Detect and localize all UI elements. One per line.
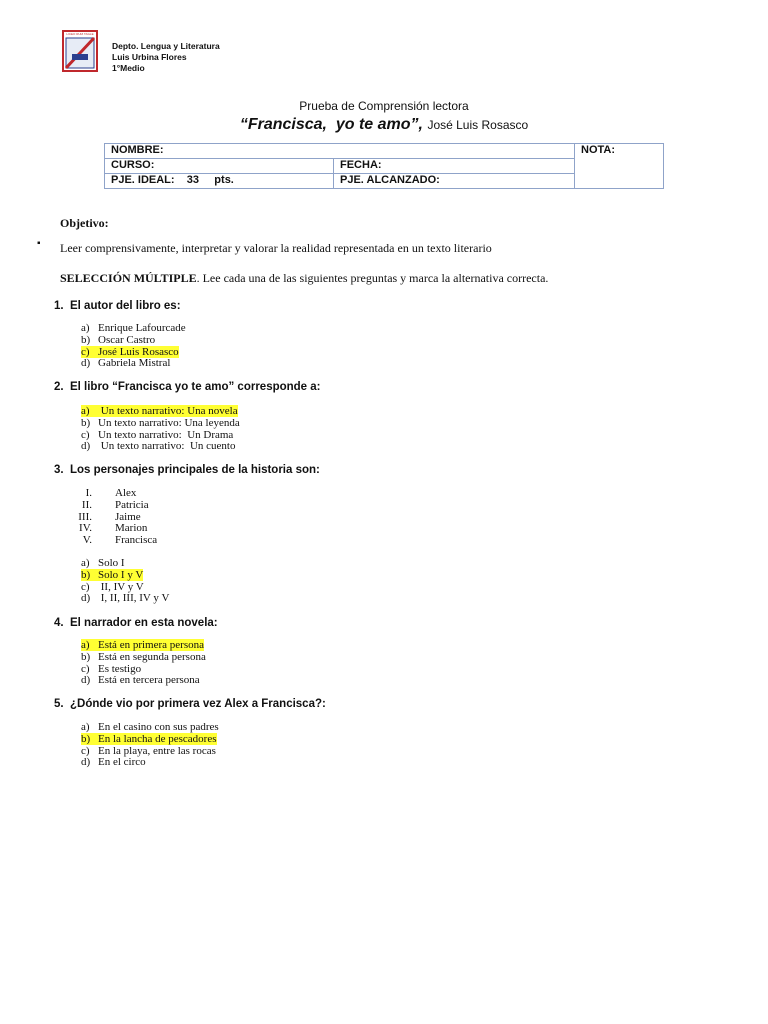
question-number: 4.	[54, 617, 64, 629]
logo-emblem-icon	[64, 36, 96, 70]
school-logo	[62, 30, 98, 72]
question-3	[54, 464, 320, 476]
question-number: 1.	[54, 300, 64, 312]
teacher-name: Luis Urbina Flores	[112, 52, 187, 62]
question-4	[54, 617, 218, 629]
pje-ideal-field: PJE. IDEAL: 33 pts.	[105, 174, 334, 189]
option-b[interactable]: b) Oscar Castro	[81, 333, 156, 346]
option-d[interactable]: d) Un texto narrativo: Un cuento	[81, 440, 236, 453]
dept-name: Depto. Lengua y Literatura	[112, 41, 220, 51]
option-d[interactable]: d) En el circo	[81, 756, 146, 769]
option-b-highlighted[interactable]: b) Solo I y V	[81, 568, 144, 581]
option-c-highlighted[interactable]: c) José Luis Rosasco	[81, 345, 179, 358]
book-heading	[0, 116, 768, 134]
option-d[interactable]: d) Gabriela Mistral	[81, 357, 171, 370]
curso-field[interactable]: CURSO:	[105, 159, 334, 174]
question-1	[54, 300, 181, 312]
objetivo-label: Objetivo:	[60, 216, 109, 230]
fecha-field[interactable]: FECHA:	[334, 159, 575, 174]
pje-alcanzado-field[interactable]: PJE. ALCANZADO:	[334, 174, 575, 189]
question-1-options	[81, 323, 186, 370]
option-c[interactable]: c) Es testigo	[81, 662, 142, 675]
option-b[interactable]: b) Está en segunda persona	[81, 650, 206, 663]
question-text: El narrador en esta novela:	[69, 617, 218, 629]
question-text: Los personajes principales de la historia son:	[69, 464, 320, 476]
character-item: V. Francisca	[82, 534, 158, 547]
character-item: IV. Marion	[79, 522, 148, 535]
option-a-highlighted[interactable]: a) Un texto narrativo: Una novela	[81, 405, 238, 417]
test-title: Prueba de Comprensión lectora	[299, 99, 469, 113]
question-5-options	[81, 722, 219, 769]
question-text: ¿Dónde vio por primera vez Alex a Francisca?:	[69, 698, 326, 710]
nota-field[interactable]: NOTA:	[575, 144, 664, 189]
option-d[interactable]: d) I, II, III, IV y V	[81, 592, 170, 605]
option-a[interactable]: a) Enrique Lafourcade	[81, 322, 186, 334]
option-c[interactable]: c) En la playa, entre las rocas	[81, 744, 216, 757]
instruction	[60, 271, 548, 286]
option-a[interactable]: a) En el casino con sus padres	[81, 721, 219, 733]
nombre-field[interactable]: NOMBRE:	[105, 144, 575, 159]
book-title: “Francisca, yo te amo”,	[239, 116, 423, 133]
student-info-table	[104, 143, 664, 189]
question-2-options	[81, 406, 240, 453]
character-list	[70, 488, 157, 547]
option-c[interactable]: c) Un texto narrativo: Un Drama	[81, 428, 234, 441]
logo-text: LICEO RUIZ TAGLE	[66, 32, 94, 36]
question-text: El libro “Francisca yo te amo” corresponde a:	[69, 381, 321, 393]
option-d[interactable]: d) Está en tercera persona	[81, 674, 200, 687]
option-c[interactable]: c) II, IV y V	[81, 580, 144, 593]
question-4-options	[81, 640, 206, 687]
question-number: 2.	[54, 381, 64, 393]
question-text: El autor del libro es:	[69, 300, 181, 312]
option-b[interactable]: b) Un texto narrativo: Una leyenda	[81, 416, 240, 429]
book-author: José Luis Rosasco	[427, 118, 529, 132]
question-2	[54, 381, 321, 393]
option-a[interactable]: a) Solo I	[81, 557, 125, 569]
bullet-icon: ▪	[37, 238, 41, 249]
character-item: I. Alex	[85, 487, 137, 499]
question-number: 3.	[54, 464, 64, 476]
question-number: 5.	[54, 698, 64, 710]
instruction-text: . Lee cada una de las siguientes preguntas y marca la alternativa correcta.	[196, 271, 549, 285]
grade-level: 1°Medio	[112, 63, 145, 73]
option-a-highlighted[interactable]: a) Está en primera persona	[81, 639, 204, 651]
question-3-options	[81, 558, 169, 605]
objetivo-text: Leer comprensivamente, interpretar y valorar la realidad representada en un texto literario	[60, 241, 492, 255]
character-item: III. Jaime	[78, 510, 141, 523]
option-b-highlighted[interactable]: b) En la lancha de pescadores	[81, 732, 217, 745]
character-item: II. Patricia	[81, 498, 149, 511]
question-5	[54, 698, 326, 710]
instruction-bold: SELECCIÓN MÚLTIPLE	[60, 271, 197, 285]
